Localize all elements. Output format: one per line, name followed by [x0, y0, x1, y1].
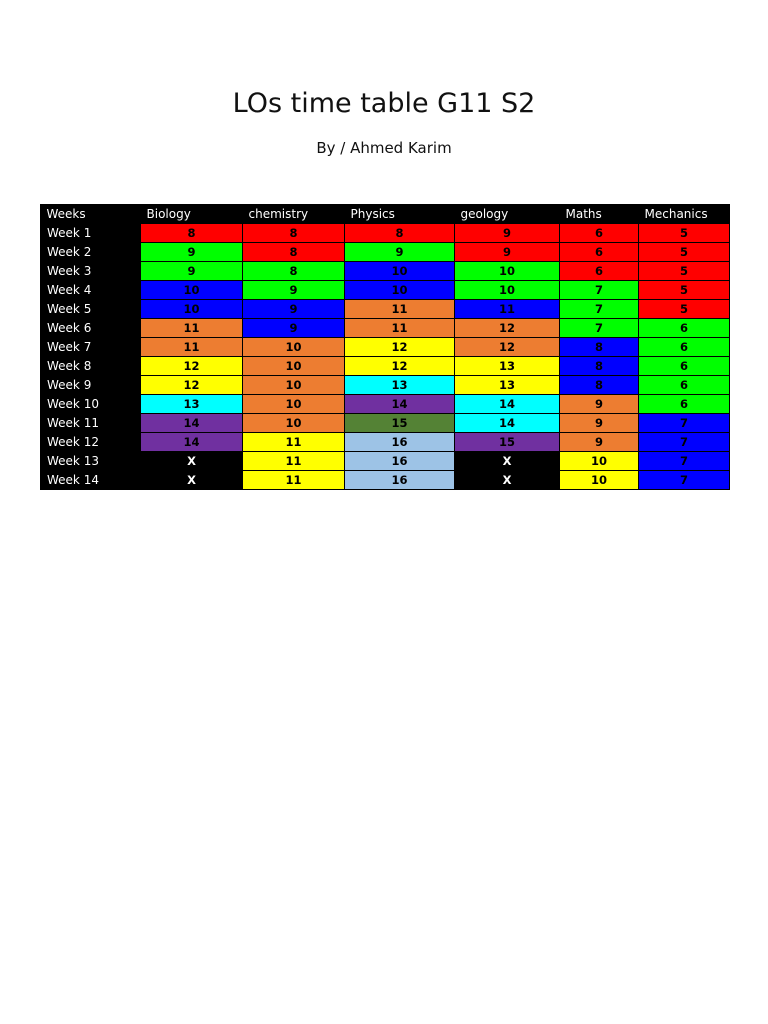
week-label: Week 14 [41, 471, 141, 490]
week-label: Week 2 [41, 243, 141, 262]
cell-geology: 14 [455, 414, 560, 433]
week-label: Week 8 [41, 357, 141, 376]
cell-geology: 13 [455, 357, 560, 376]
cell-mechanics: 7 [639, 433, 730, 452]
cell-physics: 11 [345, 319, 455, 338]
cell-geology: 13 [455, 376, 560, 395]
cell-maths: 9 [560, 395, 639, 414]
table-row [41, 414, 730, 433]
cell-chemistry: 8 [243, 224, 345, 243]
cell-physics: 15 [345, 414, 455, 433]
cell-chemistry: 8 [243, 243, 345, 262]
cell-physics: 10 [345, 262, 455, 281]
header-row [41, 204, 730, 224]
cell-mechanics: 5 [639, 281, 730, 300]
table-row [41, 376, 730, 395]
cell-chemistry: 10 [243, 414, 345, 433]
cell-physics: 16 [345, 452, 455, 471]
header-physics: Physics [345, 204, 455, 224]
cell-mechanics: 7 [639, 414, 730, 433]
header-geology: geology [455, 204, 560, 224]
cell-chemistry: 11 [243, 471, 345, 490]
cell-biology: 9 [141, 243, 243, 262]
cell-chemistry: 8 [243, 262, 345, 281]
week-label: Week 9 [41, 376, 141, 395]
cell-physics: 16 [345, 471, 455, 490]
cell-geology: 9 [455, 243, 560, 262]
cell-chemistry: 9 [243, 281, 345, 300]
cell-geology: X [455, 471, 560, 490]
cell-mechanics: 6 [639, 376, 730, 395]
cell-maths: 8 [560, 338, 639, 357]
header-chemistry: chemistry [243, 204, 345, 224]
cell-biology: 12 [141, 376, 243, 395]
cell-maths: 6 [560, 262, 639, 281]
cell-biology: 10 [141, 281, 243, 300]
cell-biology: 14 [141, 433, 243, 452]
cell-chemistry: 10 [243, 376, 345, 395]
cell-maths: 10 [560, 471, 639, 490]
table-row [41, 300, 730, 319]
page-title: LOs time table G11 S2 [232, 88, 536, 119]
cell-biology: 13 [141, 395, 243, 414]
cell-physics: 12 [345, 357, 455, 376]
cell-chemistry: 11 [243, 433, 345, 452]
cell-geology: 10 [455, 262, 560, 281]
cell-biology: 9 [141, 262, 243, 281]
cell-physics: 10 [345, 281, 455, 300]
cell-maths: 9 [560, 414, 639, 433]
table-row [41, 357, 730, 376]
cell-maths: 10 [560, 452, 639, 471]
week-label: Week 6 [41, 319, 141, 338]
table-row [41, 433, 730, 452]
week-label: Week 1 [41, 224, 141, 243]
cell-biology: X [141, 452, 243, 471]
cell-geology: 9 [455, 224, 560, 243]
table-row [41, 262, 730, 281]
cell-chemistry: 11 [243, 452, 345, 471]
table-row [41, 471, 730, 490]
header-biology: Biology [141, 204, 243, 224]
header-weeks: Weeks [41, 204, 141, 224]
cell-geology: 14 [455, 395, 560, 414]
cell-physics: 8 [345, 224, 455, 243]
cell-biology: 10 [141, 300, 243, 319]
week-label: Week 7 [41, 338, 141, 357]
cell-maths: 8 [560, 357, 639, 376]
cell-mechanics: 6 [639, 319, 730, 338]
cell-biology: X [141, 471, 243, 490]
cell-geology: X [455, 452, 560, 471]
week-label: Week 3 [41, 262, 141, 281]
cell-maths: 6 [560, 224, 639, 243]
cell-maths: 9 [560, 433, 639, 452]
week-label: Week 4 [41, 281, 141, 300]
table-row [41, 452, 730, 471]
cell-physics: 12 [345, 338, 455, 357]
cell-biology: 11 [141, 319, 243, 338]
cell-mechanics: 7 [639, 471, 730, 490]
cell-physics: 9 [345, 243, 455, 262]
cell-mechanics: 5 [639, 224, 730, 243]
table-row [41, 395, 730, 414]
table-row [41, 281, 730, 300]
cell-chemistry: 10 [243, 357, 345, 376]
timetable-body [41, 224, 730, 490]
cell-mechanics: 6 [639, 357, 730, 376]
timetable [40, 204, 730, 490]
cell-chemistry: 9 [243, 300, 345, 319]
cell-biology: 12 [141, 357, 243, 376]
cell-physics: 14 [345, 395, 455, 414]
cell-maths: 8 [560, 376, 639, 395]
cell-chemistry: 10 [243, 395, 345, 414]
cell-mechanics: 7 [639, 452, 730, 471]
cell-maths: 6 [560, 243, 639, 262]
week-label: Week 12 [41, 433, 141, 452]
cell-mechanics: 5 [639, 300, 730, 319]
table-row [41, 243, 730, 262]
cell-mechanics: 5 [639, 262, 730, 281]
cell-mechanics: 6 [639, 395, 730, 414]
cell-mechanics: 6 [639, 338, 730, 357]
table-row [41, 319, 730, 338]
cell-geology: 12 [455, 319, 560, 338]
week-label: Week 13 [41, 452, 141, 471]
cell-geology: 12 [455, 338, 560, 357]
header-mechanics: Mechanics [639, 204, 730, 224]
cell-biology: 11 [141, 338, 243, 357]
cell-maths: 7 [560, 281, 639, 300]
table-row [41, 224, 730, 243]
cell-maths: 7 [560, 300, 639, 319]
week-label: Week 5 [41, 300, 141, 319]
cell-geology: 11 [455, 300, 560, 319]
cell-physics: 16 [345, 433, 455, 452]
cell-maths: 7 [560, 319, 639, 338]
page-subtitle: By / Ahmed Karim [316, 139, 452, 157]
week-label: Week 10 [41, 395, 141, 414]
cell-biology: 8 [141, 224, 243, 243]
cell-mechanics: 5 [639, 243, 730, 262]
header-maths: Maths [560, 204, 639, 224]
cell-physics: 11 [345, 300, 455, 319]
cell-physics: 13 [345, 376, 455, 395]
cell-chemistry: 9 [243, 319, 345, 338]
cell-chemistry: 10 [243, 338, 345, 357]
table-row [41, 338, 730, 357]
cell-geology: 10 [455, 281, 560, 300]
cell-biology: 14 [141, 414, 243, 433]
cell-geology: 15 [455, 433, 560, 452]
week-label: Week 11 [41, 414, 141, 433]
